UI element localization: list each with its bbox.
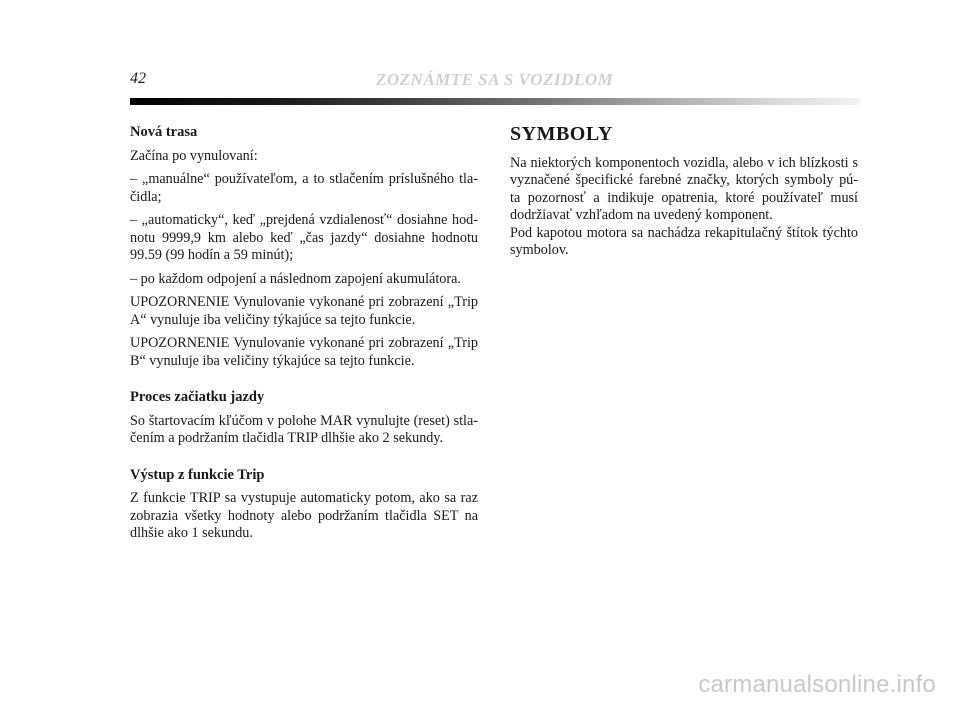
list-item: – „automaticky“, keď „prejdená vzdialenosť“ dosiahne hod- notu 9999,9 km alebo keď „čas jazdy“ dosiahne hodnotu 99.59 (99 hodín a 59 minút); — [130, 212, 478, 263]
list-item: – „manuálne“ používateľom, a to stlačením príslušného tla- čidla; — [130, 171, 478, 205]
list-item: – po každom odpojení a následnom zapojení akumulátora. — [130, 270, 461, 287]
right-column — [510, 124, 858, 266]
paragraph: Na niektorých komponentoch vozidla, alebo v ich blízkosti s vyznačené špecifické farebné značky, ktorých symboly pú- ta pozornosť a indikuje opatrenia, ktoré používateľ musí dodržiavať vzhľadom na uvedený komponent. — [510, 154, 858, 223]
heading-vystup-z-funkcie-trip: Výstup z funkcie Trip — [130, 466, 265, 483]
section-heading-symboly: SYMBOLY — [510, 123, 613, 145]
heading-nova-trasa: Nová trasa — [130, 124, 198, 140]
page-number: 42 — [130, 70, 146, 87]
paragraph: Pod kapotou motora sa nachádza rekapitulačný štítok týchto symbolov. — [510, 224, 858, 258]
note-paragraph: UPOZORNENIE Vynulovanie vykonané pri zobrazení „Trip B“ vynuluje iba veličiny týkajúce sa tejto funkcie. — [130, 335, 478, 369]
running-title: ZOZNÁMTE SA S VOZIDLOM — [376, 70, 614, 89]
left-column — [130, 124, 478, 549]
note-paragraph: UPOZORNENIE Vynulovanie vykonané pri zobrazení „Trip A“ vynuluje iba veličiny týkajúce sa tejto funkcie. — [130, 294, 478, 328]
watermark: carmanualsonline.info — [698, 671, 936, 698]
paragraph: Z funkcie TRIP sa vystupuje automaticky potom, ako sa raz zobrazia všetky hodnoty alebo podržaním tlačidla SET na dlhšie ako 1 sekundu. — [130, 490, 478, 541]
paragraph: So štartovacím kľúčom v polohe MAR vynulujte (reset) stla- čením a podržaním tlačidla TRIP dlhšie ako 2 sekundy. — [130, 412, 478, 446]
header-rule — [130, 98, 860, 105]
heading-proces-zaciatku-jazdy: Proces začiatku jazdy — [130, 389, 265, 405]
paragraph: Začína po vynulovaní: — [130, 147, 258, 164]
